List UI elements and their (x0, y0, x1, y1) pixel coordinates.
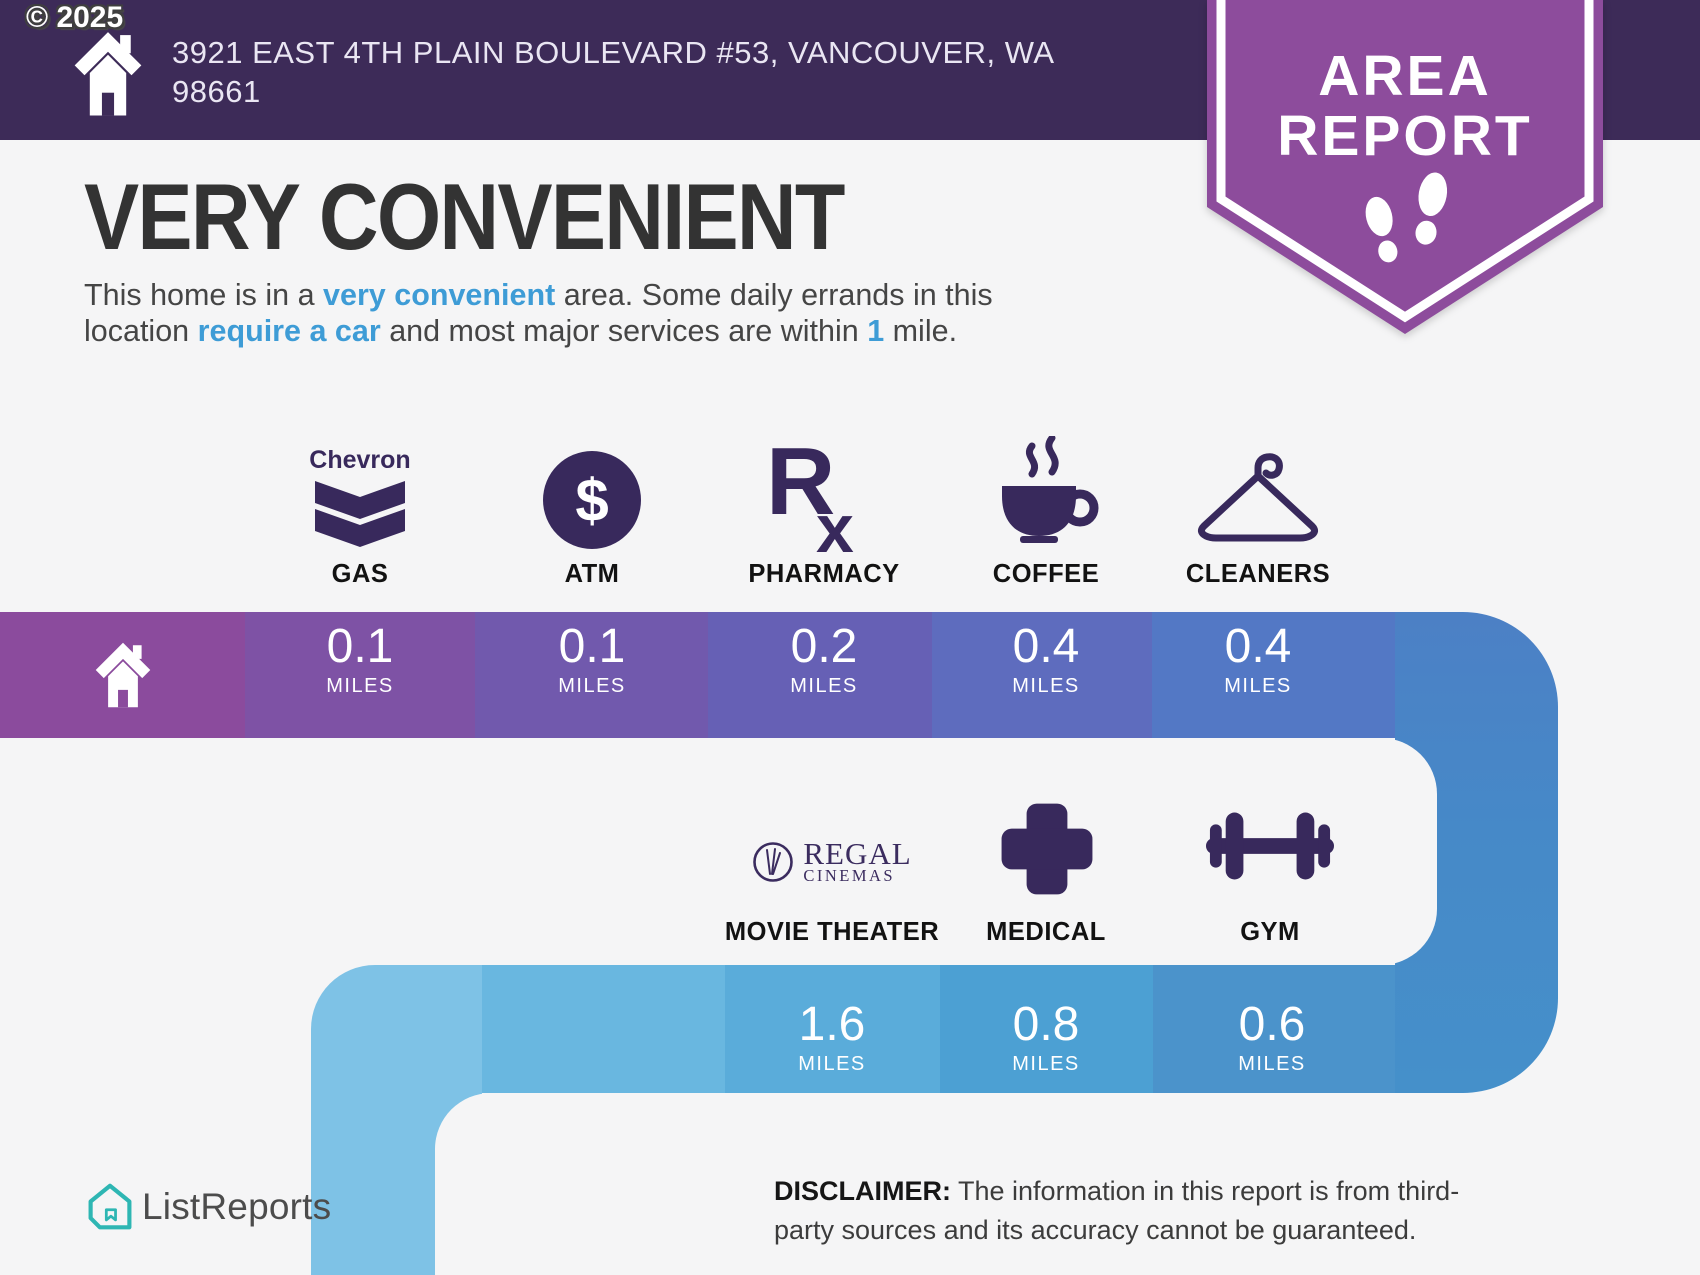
listreports-logo (86, 1182, 331, 1232)
svg-text:R: R (766, 434, 836, 535)
highlight-require-car: require a car (197, 313, 381, 348)
regal-crown-icon (752, 841, 794, 883)
regal-cinemas-logo: REGAL CINEMAS (700, 840, 964, 884)
label-cleaners: CLEANERS (1185, 560, 1331, 588)
svg-text:x: x (816, 491, 854, 554)
label-movie-theater: MOVIE THEATER (724, 918, 940, 946)
listreports-wordmark: ListReports (142, 1186, 332, 1227)
badge-line2: REPORT (1277, 104, 1533, 168)
label-medical: MEDICAL (986, 918, 1106, 946)
property-address: 3921 EAST 4TH PLAIN BOULEVARD #53, VANCOUVER, WA 98661 (172, 35, 1053, 109)
label-pharmacy: PHARMACY (748, 560, 900, 588)
distance-movie-theater: 1.6 MILES (798, 998, 866, 1075)
cleaners-hanger-icon (1194, 428, 1322, 548)
gym-dumbbell-icon (1206, 806, 1334, 886)
highlight-one-mile: 1 (867, 313, 885, 348)
disclaimer-text: DISCLAIMER: The information in this report is from third-party sources and its accuracy cannot be guaranteed. (774, 1176, 1460, 1245)
badge-line1: AREA (1318, 44, 1492, 108)
label-atm: ATM (564, 560, 620, 588)
page-title: VERY CONVENIENT (84, 164, 844, 269)
medical-cross-icon (996, 798, 1098, 900)
distance-coffee: 0.4 MILES (1012, 620, 1080, 697)
distance-atm: 0.1 MILES (558, 620, 626, 697)
atm-icon: $ (543, 451, 641, 549)
copyright-text: © 2025 (26, 1, 124, 34)
distance-pharmacy: 0.2 MILES (790, 620, 858, 697)
highlight-very-convenient: very convenient (323, 278, 556, 312)
listreports-house-icon (86, 1182, 134, 1232)
label-gas: GAS (331, 560, 389, 588)
distance-gym: 0.6 MILES (1238, 998, 1306, 1075)
distance-cleaners: 0.4 MILES (1224, 620, 1292, 697)
area-report-badge (1207, 0, 1603, 340)
band-home-icon (92, 640, 154, 710)
gas-chevron-icon: Chevron (306, 446, 414, 547)
label-gym: GYM (1240, 918, 1300, 946)
label-coffee: COFFEE (992, 560, 1100, 588)
coffee-icon (992, 436, 1102, 548)
intro-paragraph: This home is in a very convenient area. Some daily errands in this location require a car and most major services are within 1 mile. (84, 278, 993, 348)
pharmacy-rx-icon (766, 434, 886, 554)
distance-medical: 0.8 MILES (1012, 998, 1080, 1075)
home-icon (70, 26, 146, 120)
distance-gas: 0.1 MILES (326, 620, 394, 697)
band2-spacer-cell (482, 965, 725, 1093)
